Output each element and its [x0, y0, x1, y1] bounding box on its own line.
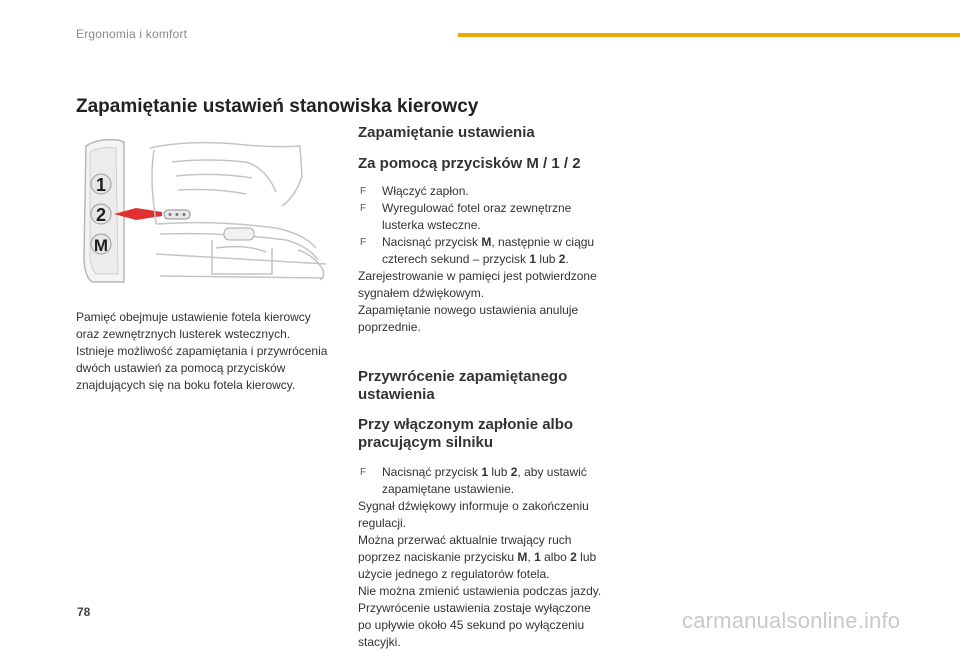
restore-steps — [358, 464, 628, 498]
note-line: Można przerwać aktualnie trwający ruch — [358, 533, 572, 547]
note-line: sygnałem dźwiękowym. — [358, 286, 485, 300]
list-item: F Włączyć zapłon. — [360, 184, 469, 198]
button-1-label: 1 — [95, 175, 107, 195]
list-item: F Wyregulować fotel oraz zewnętrzne lusterka wsteczne. — [360, 201, 572, 232]
list-item: F Nacisnąć przycisk M, następnie w ciągu czterech sekund – przycisk 1 lub 2. — [360, 235, 595, 266]
bullet-icon: F — [360, 186, 367, 197]
intro-line: oraz zewnętrznych lusterek wstecznych. — [76, 327, 291, 341]
button-m-icon — [91, 234, 111, 255]
bullet-icon: F — [360, 203, 367, 214]
intro-line: Pamięć obejmuje ustawienie fotela kierowcy — [76, 310, 311, 324]
intro-line: znajdujących się na boku fotela kierowcy. — [76, 378, 296, 392]
memorize-subheading: Za pomocą przycisków M / 1 / 2 — [358, 155, 581, 172]
page-number: 78 — [77, 605, 91, 619]
note-line: Przywrócenie ustawienia zostaje wyłączone — [358, 601, 591, 615]
note-line: stacyjki. — [358, 635, 401, 649]
note-line: poprzez naciskanie przycisku M, 1 albo 2 lub — [358, 550, 597, 564]
page-title: Zapamiętanie ustawień stanowiska kierowcy — [76, 96, 479, 117]
memorize-heading: Zapamiętanie ustawienia — [358, 124, 535, 141]
note-line: regulacji. — [358, 516, 407, 530]
note-line: poprzednie. — [358, 320, 421, 334]
note-line: Nie można zmienić ustawienia podczas jazdy. — [358, 584, 602, 598]
seat-memory-buttons-illustration — [76, 136, 338, 286]
note-line: użycie jednego z regulatorów fotela. — [358, 567, 550, 581]
intro-text — [76, 309, 346, 394]
note-line: Zapamiętanie nowego ustawienia anuluje — [358, 303, 579, 317]
bullet-icon: F — [360, 237, 367, 248]
bullet-icon: F — [360, 467, 367, 478]
restore-subheading: Przy włączonym zapłonie albo pracującym silniku — [358, 416, 574, 451]
note-line: po upływie około 45 sekund po wyłączeniu — [358, 618, 585, 632]
watermark: carmanualsonline.info — [682, 608, 901, 633]
section-title: Ergonomia i komfort — [76, 27, 188, 41]
note-line: Zarejestrowanie w pamięci jest potwierdzone — [358, 269, 597, 283]
button-m-label: M — [93, 236, 109, 255]
list-item: F Nacisnąć przycisk 1 lub 2, aby ustawić zapamiętane ustawienie. — [360, 465, 587, 496]
note-line: Sygnał dźwiękowy informuje o zakończeniu — [358, 499, 589, 513]
memorize-steps — [358, 183, 628, 268]
intro-line: Istnieje możliwość zapamiętania i przywrócenia — [76, 344, 328, 358]
section-accent-bar — [458, 33, 960, 37]
button-2-label: 2 — [95, 205, 107, 225]
restore-heading: Przywrócenie zapamiętanego ustawienia — [358, 368, 568, 403]
instructions-column — [358, 124, 628, 651]
intro-line: dwóch ustawień za pomocą przycisków — [76, 361, 286, 375]
seat-control-icon — [224, 228, 254, 240]
